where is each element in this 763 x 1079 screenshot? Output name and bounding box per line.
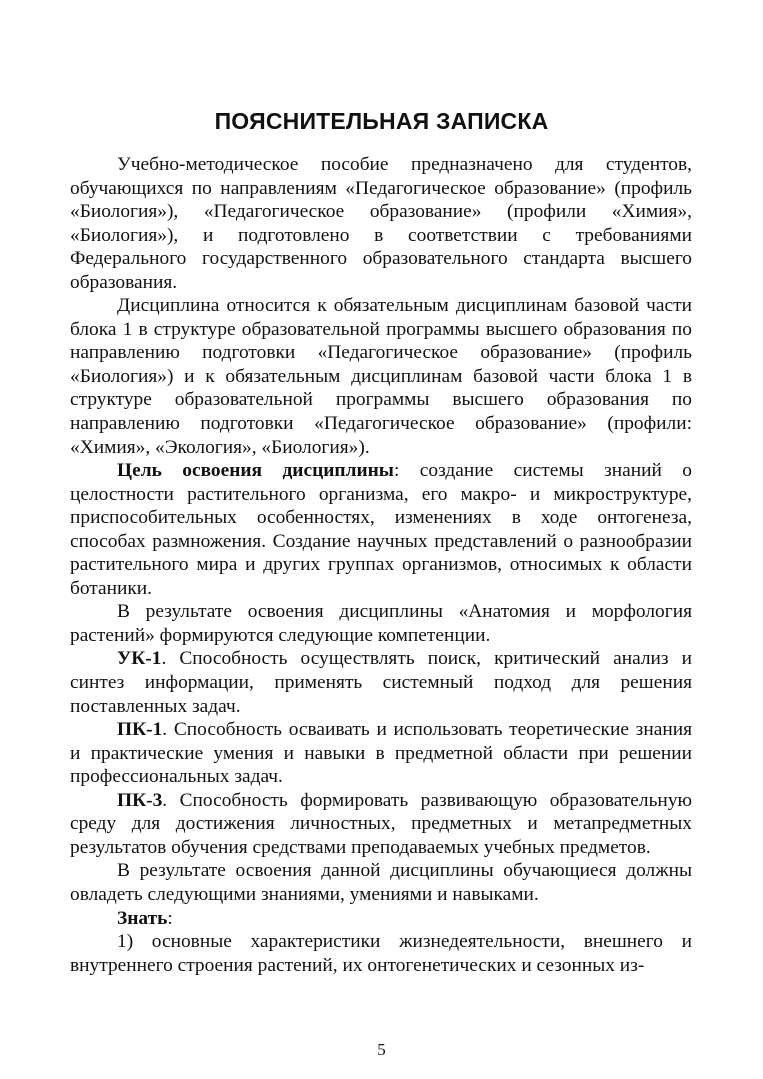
pk1-label: ПК-1 bbox=[117, 719, 163, 741]
know-heading bbox=[70, 907, 692, 931]
body-text bbox=[70, 153, 692, 977]
know-label: Знать bbox=[117, 907, 168, 929]
paragraph-discipline: Дисциплина относится к обязательным дисциплинам базовой части блока 1 в структуре образовательной программы высшего образования по направлению подготовки «Педагогическое образование» (профиль «Биология») и к обязательным дисциплинам базовой части блока 1 в структуре образовательной программы высшего образования по направлению подготовки «Педагогическое образование» (профили: «Химия», «Экология», «Биология»). bbox=[70, 295, 692, 458]
page-title: ПОЯСНИТЕЛЬНАЯ ЗАПИСКА bbox=[214, 108, 549, 134]
competency-pk1 bbox=[70, 718, 692, 789]
pk3-label: ПК-3 bbox=[117, 789, 163, 811]
paragraph-intro: Учебно-методическое пособие предназначено для студентов, обучающихся по направлениям «Педагогическое образование» (профиль «Биология»), «Педагогическое образование» (профили «Химия», «Биология»), и подготовлено в соответствии с требованиями Федерального государственного образовательного стандарта высшего образования. bbox=[70, 154, 692, 293]
competency-pk3 bbox=[70, 789, 692, 860]
page-number: 5 bbox=[377, 1040, 386, 1059]
know-colon: : bbox=[167, 907, 173, 929]
pk3-text: . Способность формировать развивающую образовательную среду для достижения личностных, предметных и метапредметных результатов обучения средствами преподаваемых учебных предметов. bbox=[70, 789, 692, 858]
uk1-label: УК-1 bbox=[117, 648, 162, 670]
competency-uk1 bbox=[70, 647, 692, 718]
paragraph-goal bbox=[70, 459, 692, 600]
know-item-1: 1) основные характеристики жизнедеятельности, внешнего и внутреннего строения растений, их онтогенетических и сезонных из- bbox=[70, 931, 692, 976]
paragraph-outcomes: В результате освоения данной дисциплины обучающиеся должны овладеть следующими знаниями, умениями и навыками. bbox=[70, 860, 692, 905]
pk1-text: . Способность осваивать и использовать теоретические знания и практические умения и навыки в предметной области при решении профессиональных задач. bbox=[70, 719, 692, 788]
goal-label: Цель освоения дисциплины bbox=[117, 460, 394, 482]
uk1-text: . Способность осуществлять поиск, критический анализ и синтез информации, применять системный подход для решения поставленных задач. bbox=[70, 648, 692, 717]
goal-text: : создание системы знаний о целостности растительного организма, его макро- и микроструктуре, приспособительных особенностях, изменениях в ходе онтогенеза, способах размножения. Создание научных представлений о разнообразии растительного мира и других группах организмов, относимых к области ботаники. bbox=[70, 460, 692, 599]
paragraph-competencies: В результате освоения дисциплины «Анатомия и морфология растений» формируются следующие компетенции. bbox=[70, 601, 692, 646]
